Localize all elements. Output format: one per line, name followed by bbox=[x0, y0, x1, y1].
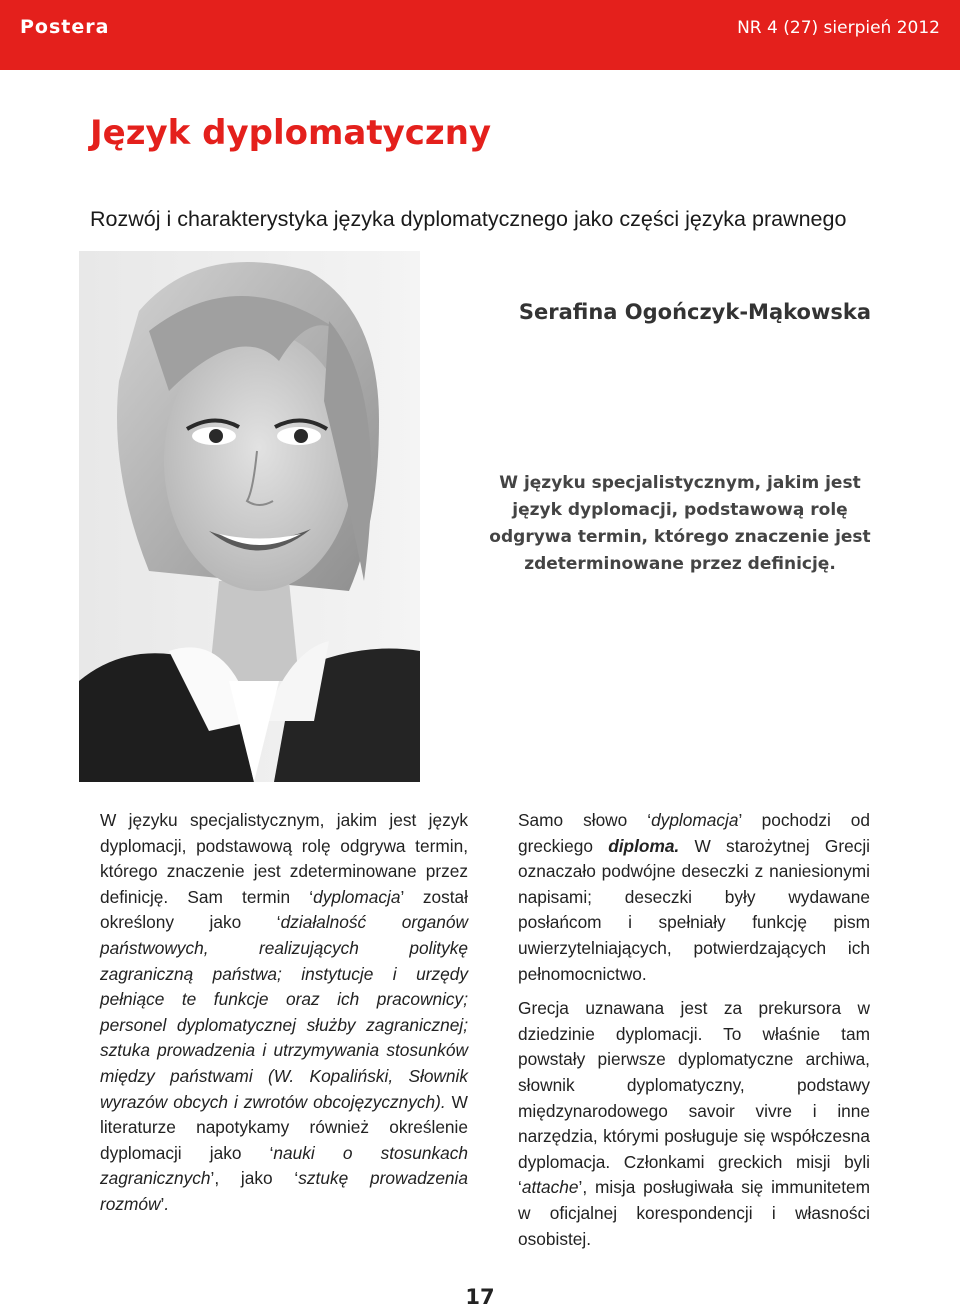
article-column-right bbox=[518, 808, 870, 1252]
paragraph: W języku specjalistycznym, jakim jest język dyplomacji, podstawową rolę odgrywa termin, którego znaczenie jest zdeterminowane przez definicję. Sam termin ‘dyplomacja’ został określony jako ‘działalność organów państwowych, realizujących politykę zagraniczną państwa; instytucje i urzędy pełniące te funkcje oraz ich pracownicy; personel dyplomatycznej służby zagranicznej; sztuka prowadzenia i utrzymywania stosunków między państwami (W. Kopaliński, Słownik wyrazów obcych i zwrotów obcojęzycznych). W literaturze napotykamy również określenie dyplomacji jako ‘nauki o stosunkach zagranicznych’, jako ‘sztukę prowadzenia rozmów’. bbox=[100, 810, 469, 1214]
article-title: Język dyplomatyczny bbox=[90, 113, 492, 153]
header-bar bbox=[0, 0, 960, 70]
page-number: 17 bbox=[465, 1285, 495, 1309]
article-author: Serafina Ogończyk-Mąkowska bbox=[518, 300, 871, 324]
issue-info: NR 4 (27) sierpień 2012 bbox=[737, 18, 940, 38]
portrait-illustration bbox=[79, 251, 420, 782]
article-column-left bbox=[100, 808, 468, 1218]
paragraph: Grecja uznawana jest za prekursora w dziedzinie dyplomacji. To właśnie tam powstały pierwsze dyplomatyczne archiwa, słownik dyplomatyczny, podstawy międzynarodowego savoir vivre i inne narzędzia, którymi posługuje się współczesna dyplomacja. Członkami greckich misji byli ‘attache’, misja posługiwała się immunitetem w oficjalnej korespondencji i własności osobistej. bbox=[518, 998, 870, 1249]
article-lead: W języku specjalistycznym, jakim jest język dyplomacji, podstawową rolę odgrywa termin, którego znaczenie jest zdeterminowane przez definicję. bbox=[489, 473, 871, 574]
article-subtitle: Rozwój i charakterystyka języka dyplomatycznego jako części języka prawnego bbox=[90, 207, 847, 231]
paragraph: Samo słowo ‘dyplomacja’ pochodzi od greckiego diploma. W starożytnej Grecji oznaczało podwójne deseczki z naniesionymi napisami; deseczki były wydawane posłańcom i spełniały funkcję pism uwierzytelniających, potwierdzających ich pełnomocnictwo. bbox=[518, 810, 871, 984]
magazine-name: Postera bbox=[20, 16, 110, 38]
author-portrait bbox=[79, 251, 420, 782]
